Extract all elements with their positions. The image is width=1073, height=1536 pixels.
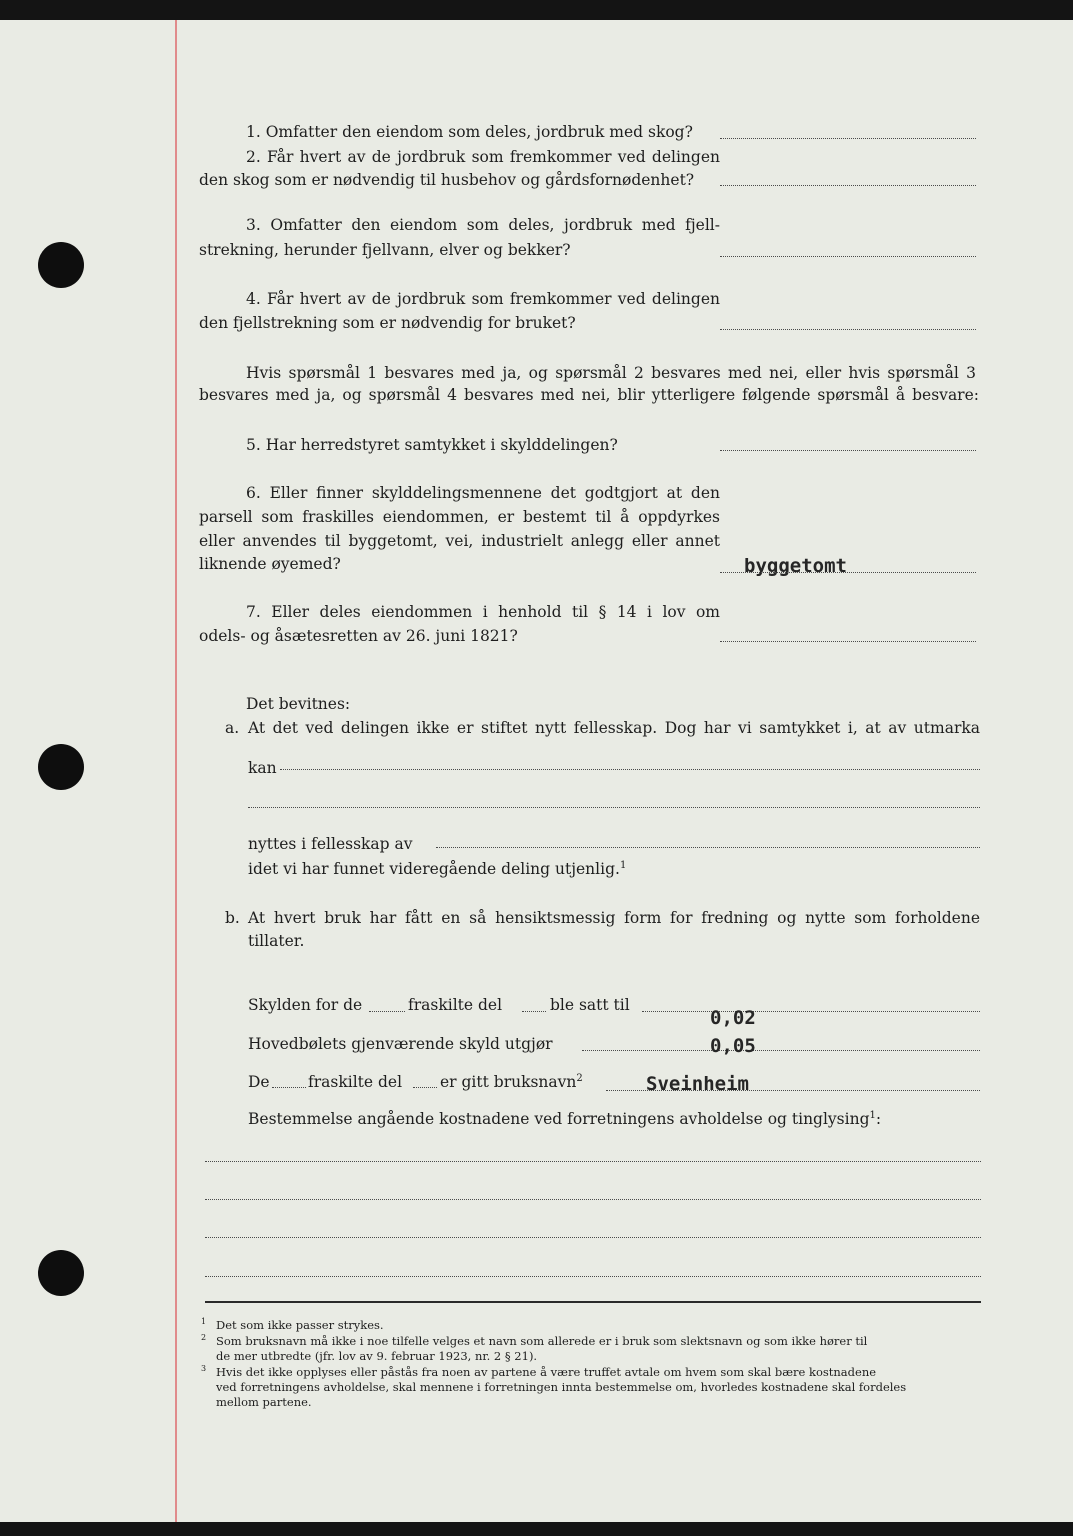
- footnote-2-line-2: de mer utbredte (jfr. lov av 9. februar 1923, nr. 2 § 21).: [216, 1349, 538, 1363]
- navn-value: Sveinheim: [646, 1073, 749, 1095]
- navn-part-3: er gitt bruksnavn$^2$: [440, 1072, 583, 1091]
- hoved-value-line[interactable]: [582, 1050, 980, 1051]
- navn-blank-2[interactable]: [413, 1087, 437, 1088]
- item-b-label: b.: [225, 909, 240, 927]
- hoved-value: 0,05: [710, 1035, 756, 1057]
- footnote-2-number: 2: [201, 1333, 207, 1343]
- question-1: 1. Omfatter den eiendom som deles, jordbruk med skog?: [246, 123, 693, 141]
- skylden-part-2: fraskilte del: [408, 996, 503, 1014]
- answer-line-q7[interactable]: [720, 641, 976, 642]
- navn-part-2: fraskilte del: [308, 1073, 403, 1091]
- footnote-3-number: 3: [201, 1364, 207, 1374]
- question-7-line-1: 7. Eller deles eiendommen i henhold til § 14 i lov om: [246, 603, 720, 621]
- nyttes-line[interactable]: [436, 847, 980, 848]
- question-6-line-4: liknende øyemed?: [199, 555, 341, 573]
- item-a-label: a.: [225, 719, 240, 737]
- kan-line[interactable]: [280, 769, 980, 770]
- answer-line-q6[interactable]: [720, 572, 976, 573]
- bestemmelse-text: Bestemmelse angående kostnadene ved forretningens avholdelse og tinglysing$^1$:: [248, 1109, 882, 1128]
- skylden-blank-1[interactable]: [369, 1011, 405, 1012]
- binder-hole-top: [38, 242, 84, 288]
- footnote-3-line-2: ved forretningens avholdelse, skal mennene i forretningen innta bestemmelse om, hvorledes kostnadene skal fordeles: [216, 1380, 907, 1394]
- footnote-1-number: 1: [201, 1317, 207, 1327]
- question-4-line-2: den fjellstrekning som er nødvendig for bruket?: [199, 314, 576, 332]
- utmark-line-2[interactable]: [248, 807, 980, 808]
- footnote-separator: [205, 1301, 981, 1303]
- binder-hole-middle: [38, 744, 84, 790]
- skylden-value: 0,02: [710, 1007, 756, 1029]
- kan-label: kan: [248, 759, 277, 777]
- question-7-line-2: odels- og åsætesretten av 26. juni 1821?: [199, 627, 518, 645]
- skylden-part-1: Skylden for de: [248, 996, 363, 1014]
- scan-top-border: [0, 0, 1073, 20]
- testimony-heading: Det bevitnes:: [246, 695, 351, 713]
- margin-line: [175, 20, 177, 1522]
- answer-line-q4[interactable]: [720, 329, 976, 330]
- bestemmelse-line-2[interactable]: [205, 1199, 981, 1200]
- question-3-line-2: strekning, herunder fjellvann, elver og bekker?: [199, 241, 571, 259]
- bestemmelse-line-4[interactable]: [205, 1276, 981, 1277]
- footnote-2-line-1: Som bruksnavn må ikke i noe tilfelle velges et navn som allerede er i bruk som slektsnavn og som ikke hører til: [216, 1334, 868, 1348]
- answer-q6-typed: byggetomt: [744, 555, 847, 577]
- question-3-line-1: 3. Omfatter den eiendom som deles, jordbruk med fjell-: [246, 216, 720, 234]
- bestemmelse-line-1[interactable]: [205, 1161, 981, 1162]
- condition-line-2: besvares med ja, og spørsmål 4 besvares med nei, blir ytterligere følgende spørsmål å besvare:: [199, 386, 979, 404]
- scan-bottom-border: [0, 1522, 1073, 1536]
- idet-text: idet vi har funnet videregående deling utjenlig.$^1$: [248, 859, 627, 878]
- item-b-line-1: At hvert bruk har fått en så hensiktsmessig form for fredning og nytte som forholdene: [248, 909, 980, 927]
- question-5: 5. Har herredstyret samtykket i skylddelingen?: [246, 436, 618, 454]
- nyttes-label: nyttes i fellesskap av: [248, 835, 413, 853]
- question-6-line-2: parsell som fraskilles eiendommen, er bestemt til å oppdyrkes: [199, 508, 720, 526]
- navn-blank-1[interactable]: [272, 1087, 306, 1088]
- skylden-blank-2[interactable]: [522, 1011, 546, 1012]
- hoved-label: Hovedbølets gjenværende skyld utgjør: [248, 1035, 553, 1053]
- footnote-3-line-3: mellom partene.: [216, 1395, 312, 1409]
- question-2-line-2: den skog som er nødvendig til husbehov og gårdsfornødenhet?: [199, 171, 695, 189]
- answer-line-q3[interactable]: [720, 256, 976, 257]
- answer-line-q1[interactable]: [720, 138, 976, 139]
- condition-line-1: Hvis spørsmål 1 besvares med ja, og spørsmål 2 besvares med nei, eller hvis spørsmål 3: [246, 364, 976, 382]
- question-2-line-1: 2. Får hvert av de jordbruk som fremkommer ved delingen: [246, 148, 720, 166]
- answer-line-q5[interactable]: [720, 450, 976, 451]
- item-a-text: At det ved delingen ikke er stiftet nytt fellesskap. Dog har vi samtykket i, at av utmarka: [248, 719, 980, 737]
- bestemmelse-line-3[interactable]: [205, 1237, 981, 1238]
- question-6-line-1: 6. Eller finner skylddelingsmennene det godtgjort at den: [246, 484, 720, 502]
- skylden-part-3: ble satt til: [550, 996, 630, 1014]
- question-6-line-3: eller anvendes til byggetomt, vei, industrielt anlegg eller annet: [199, 532, 720, 550]
- footnote-1: Det som ikke passer strykes.: [216, 1318, 384, 1332]
- footnote-3-line-1: Hvis det ikke opplyses eller påstås fra noen av partene å være truffet avtale om hvem som skal bære kostnadene: [216, 1365, 877, 1379]
- navn-part-1: De: [248, 1073, 270, 1091]
- answer-line-q2[interactable]: [720, 185, 976, 186]
- question-4-line-1: 4. Får hvert av de jordbruk som fremkommer ved delingen: [246, 290, 720, 308]
- binder-hole-bottom: [38, 1250, 84, 1296]
- item-b-line-2: tillater.: [248, 932, 305, 950]
- skylden-value-line[interactable]: [642, 1011, 980, 1012]
